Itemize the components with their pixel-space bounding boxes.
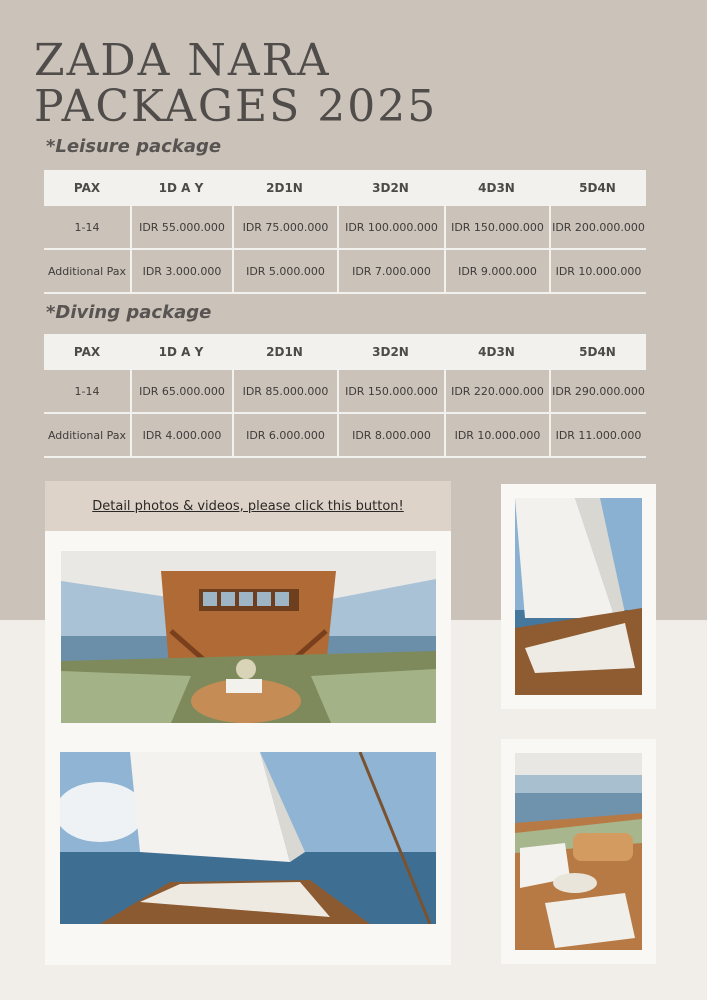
boat-deck-sofa-photo [515,753,642,950]
table-row [44,414,646,458]
column-header-5d4n: 5D4N [549,170,646,206]
photo-card [45,481,451,965]
table-cell: IDR 8.000.000 [337,414,444,458]
table-cell: IDR 100.000.000 [337,206,444,250]
diving-price-table [44,334,646,458]
column-header-3d2n: 3D2N [337,170,444,206]
detail-photos-button-label[interactable]: Detail photos & videos, please click this button! [92,498,404,514]
table-row [44,250,646,294]
column-header-2d1n: 2D1N [232,170,337,206]
table-row [44,206,646,250]
column-header-pax: PAX [44,170,130,206]
boat-bow-sail-photo [515,498,642,695]
boat-deck-lounge-photo [61,551,436,723]
title-line-2: PACKAGES 2025 [34,81,438,132]
table-header-row [44,170,646,206]
page-title [34,35,438,132]
detail-photos-button[interactable] [45,481,451,531]
table-row [44,370,646,414]
table-cell: IDR 220.000.000 [444,370,549,414]
table-cell: IDR 150.000.000 [444,206,549,250]
table-cell: IDR 10.000.000 [444,414,549,458]
column-header-2d1n: 2D1N [232,334,337,370]
column-header-4d3n: 4D3N [444,334,549,370]
table-cell: IDR 5.000.000 [232,250,337,294]
table-cell: IDR 200.000.000 [549,206,646,250]
table-cell: IDR 6.000.000 [232,414,337,458]
table-cell: IDR 55.000.000 [130,206,232,250]
photo-frame-right-top [501,484,656,709]
table-cell: 1-14 [44,370,130,414]
leisure-price-table [44,170,646,294]
table-cell: IDR 9.000.000 [444,250,549,294]
table-cell: IDR 150.000.000 [337,370,444,414]
table-cell: IDR 4.000.000 [130,414,232,458]
table-cell: 1-14 [44,206,130,250]
table-cell: IDR 75.000.000 [232,206,337,250]
column-header-5d4n: 5D4N [549,334,646,370]
table-cell: IDR 85.000.000 [232,370,337,414]
column-header-pax: PAX [44,334,130,370]
table-cell: Additional Pax [44,250,130,294]
table-cell: IDR 65.000.000 [130,370,232,414]
column-header-1day: 1D A Y [130,170,232,206]
table-header-row [44,334,646,370]
column-header-1day: 1D A Y [130,334,232,370]
table-cell: IDR 290.000.000 [549,370,646,414]
table-cell: Additional Pax [44,414,130,458]
column-header-3d2n: 3D2N [337,334,444,370]
table-cell: IDR 11.000.000 [549,414,646,458]
title-line-1: ZADA NARA [34,35,331,86]
table-cell: IDR 10.000.000 [549,250,646,294]
table-cell: IDR 3.000.000 [130,250,232,294]
column-header-4d3n: 4D3N [444,170,549,206]
diving-heading: *Diving package [46,302,212,323]
photo-frame-right-bottom [501,739,656,964]
boat-sail-bow-photo [60,752,436,924]
leisure-heading: *Leisure package [46,136,222,157]
table-cell: IDR 7.000.000 [337,250,444,294]
